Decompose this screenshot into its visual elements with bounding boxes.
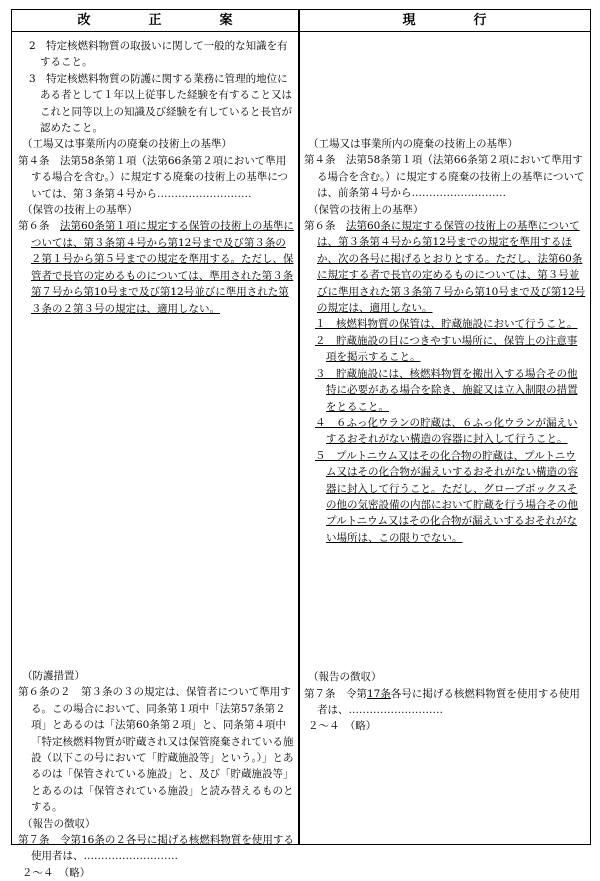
caption-disposal: （工場又は事業所内の廃棄の技術上の基準） <box>22 138 232 151</box>
header-amendment: 改正案 <box>77 13 291 28</box>
caption-disposal: （工場又は事業所内の廃棄の技術上の基準） <box>308 138 518 150</box>
comparison-table <box>11 9 591 879</box>
column-divider <box>298 10 300 844</box>
article-6: 第６条 法第60条第１項に規定する保管の技術上の基準については、第３条第４号から第12号まで及び第３条の２第１号から第５号までの規定を準用する。ただし、保管者で長官の定めるものについては、準用された第３条第７号から第10号まで及び第12号並びに準用された第３条の２第３号の規定は、適用しない。 <box>18 220 294 315</box>
article-4: 第４条 法第58条第１項（法第66条第２項において準用する場合を含む。）に規定する廃棄の技術上の基準については、第３条第４号から……………………… <box>18 154 289 200</box>
item-5: ５ プルトニウム又はその化合物の貯蔵は、プルトニウム又はその化合物が漏えいするおそれがない構造の容器に封入して行うこと。ただし、グローブボックスその他の気密設備の内部において貯蔵を行う場合その他プルトニウム又はその化合物が漏えいするおそれがない場所は、この限りでない。 <box>315 449 578 544</box>
amendment-column <box>18 38 294 881</box>
item-2: 2 特定核燃料物質の取扱いに関して一般的な知識を有すること。 <box>29 40 288 69</box>
caption-storage: （保管の技術上の基準） <box>308 203 424 216</box>
current-column <box>304 38 586 735</box>
caption-protection: （防護措置） <box>22 669 85 682</box>
caption-report: （報告の徴収） <box>22 817 96 830</box>
item-1: １ 核燃料物質の保管は、貯蔵施設において行うこと。 <box>315 318 578 331</box>
article-7: 第７条 令第16条の２各号に掲げる核燃料物質を使用する使用者は、……………………… <box>18 833 294 863</box>
article-7: 第７条 令第17条各号に掲げる核燃料物質を使用する使用者は、……………………… <box>304 687 580 716</box>
header-current: 現行 <box>402 13 545 28</box>
article-6-current-text: 法第60条に規定する保管の技術上の基準については、第３条第４号から第12号までの規定を準用するほか、次の各号に掲げるとおりとする。ただし、法第60条に規定する者で長官の定めるものについては、第３号並びに準用された第３条第７号から第10号まで及び第12号の規定は、適用しない。 <box>317 220 586 315</box>
article-4: 第４条 法第58条第１項（法第66条第２項において準用する場合を含む。）に規定する廃棄の技術上の基準については、前条第４号から……………………… <box>304 154 585 200</box>
omission-note: ２～４ （略） <box>22 866 91 879</box>
caption-report: （報告の徴収） <box>308 671 382 684</box>
table-header <box>12 10 590 32</box>
item-3: ３ 貯蔵施設には、核燃料物質を搬出入する場合その他特に必要がある場合を除き、施錠又は立入制限の措置をとること。 <box>315 367 578 413</box>
article-6-2: 第６条の２ 第３条の３の規定は、保管者について準用する。この場合において、同条第１項中「法第57条第２項」とあるのは「法第60条第２項」と、同条第４項中「特定核燃料物質が貯蔵され又は保管廃棄されている施設（以下この号において「貯蔵施設等」という。）」とあるのは「保管されている施設」と、及び「貯蔵施設等」とあるのは「保管されている施設」と読み替えるものとする。 <box>18 686 294 814</box>
caption-storage: （保管の技術上の基準） <box>22 204 138 217</box>
article-7-current-ref: 17条 <box>367 687 391 700</box>
item-3: 3 特定核燃料物質の防護に関する業務に管理的地位にある者として１年以上従事した経験を有すること又はこれと同等以上の知識及び経験を有していると長官が認めたこと。 <box>29 72 292 135</box>
article-6: 第６条 法第60条に規定する保管の技術上の基準については、第３条第４号から第12号までの規定を準用するほか、次の各号に掲げるとおりとする。ただし、法第60条に規定する者で長官の定めるものについては、第３号並びに準用された第３条第７号から第10号まで及び第12号の規定は、適用しない。 <box>304 220 586 315</box>
item-4: ４ ６ふっ化ウランの貯蔵は、６ふっ化ウランが漏えいするおそれがない構造の容器に封入して行うこと。 <box>315 416 578 446</box>
article-7-amended-ref: 16条の２ <box>81 833 126 846</box>
omission-note: ２～４ （略） <box>308 720 377 733</box>
article-6-amended-text: 法第60条第１項に規定する保管の技術上の基準については、第３条第４号から第12号まで及び第３条の２第１号から第５号までの規定を準用する。ただし、保管者で長官の定めるものについては、準用された第３条第７号から第10号まで及び第12号並びに準用された第３条の２第３号の規定は、適用しない。 <box>31 220 294 315</box>
item-2: ２ 貯蔵施設の目につきやすい場所に、保管上の注意事項を掲示すること。 <box>315 334 578 364</box>
